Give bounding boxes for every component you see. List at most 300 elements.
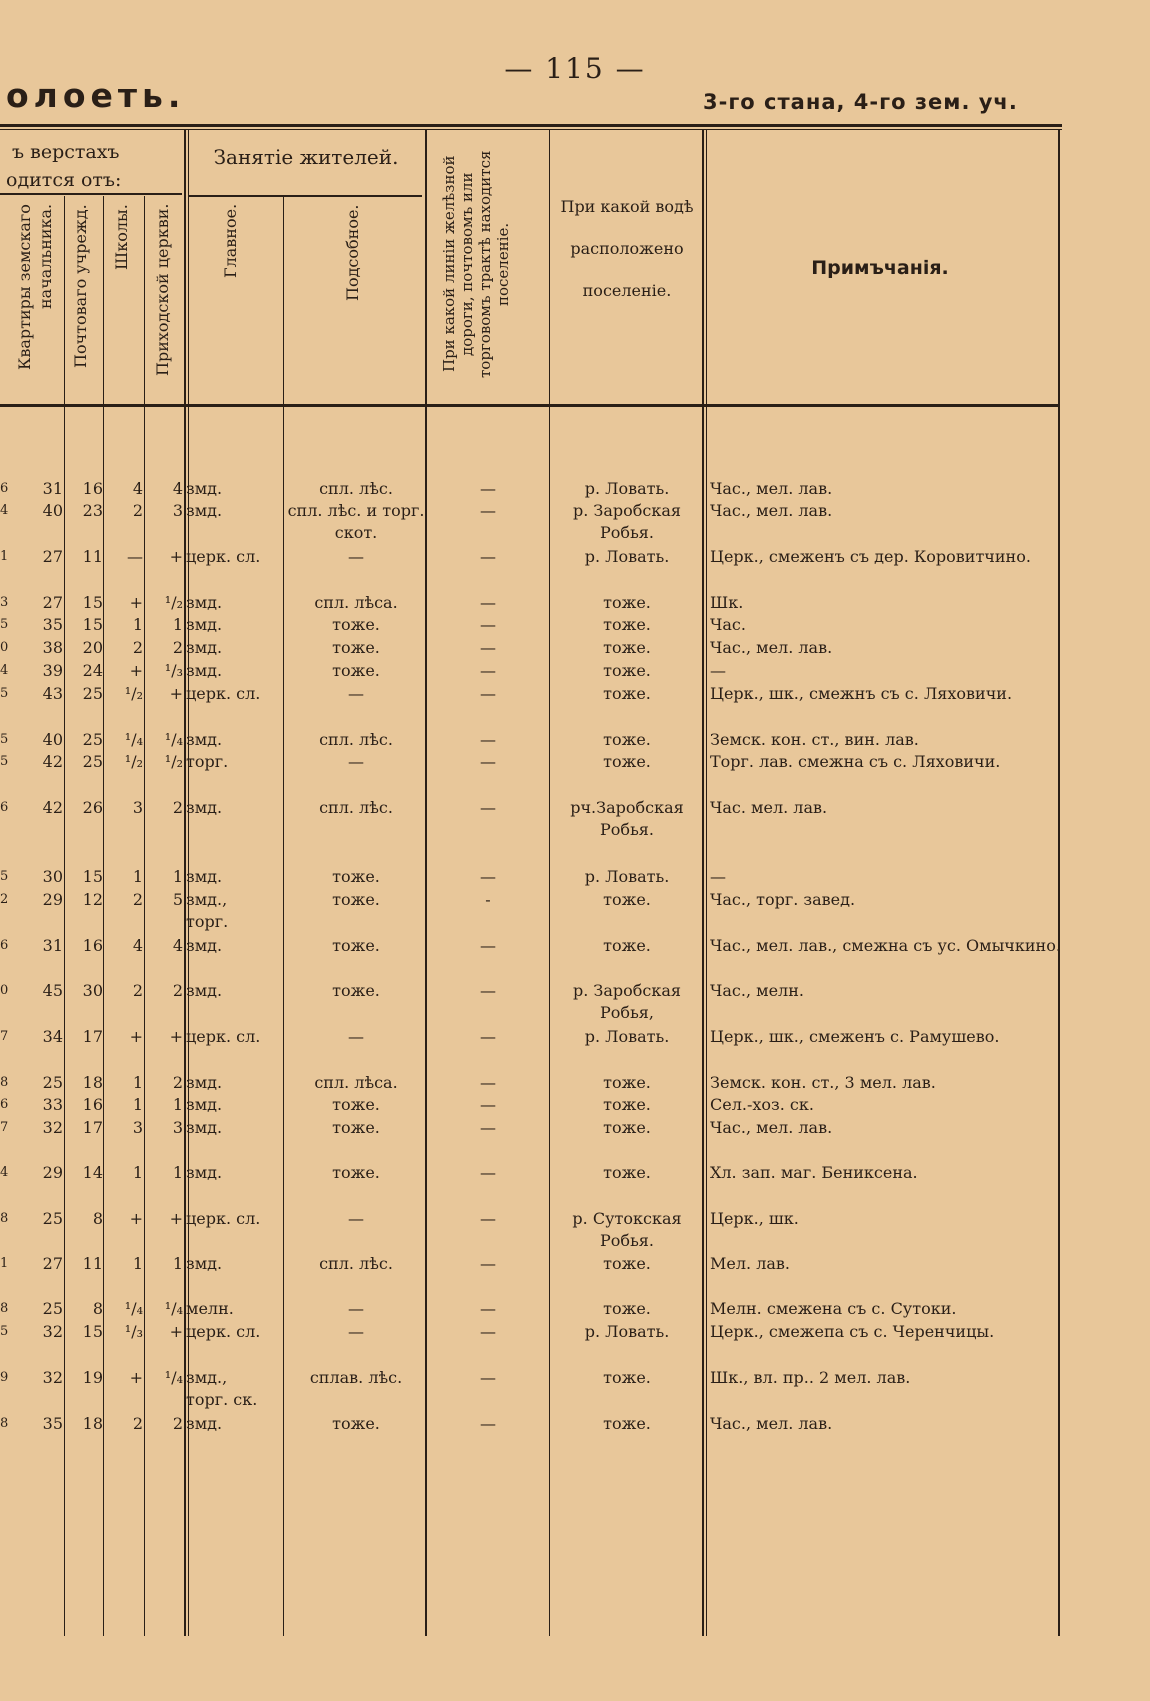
- table-row: [0, 1367, 1060, 1411]
- voda-value: тоже.: [603, 936, 651, 955]
- pochtovoe-value: 15: [82, 1322, 103, 1341]
- primechanie-value: Час., мел. лав.: [710, 1414, 833, 1433]
- cerkvi-value: 3: [172, 501, 183, 520]
- shkoly-value: 2: [132, 890, 143, 909]
- pochtovoe-value: 8: [92, 1299, 103, 1318]
- page-number: — 115 —: [504, 52, 646, 85]
- glavnoe-line: церк. сл.: [186, 1027, 261, 1046]
- liniya-value: —: [480, 1163, 496, 1182]
- shkoly-value: 3: [132, 1118, 143, 1137]
- primechanie-value: Час., мел. лав.: [710, 479, 833, 498]
- glavnoe-line: мелн.: [186, 1299, 234, 1318]
- row-edge-number: 4: [0, 503, 9, 518]
- kvartira-value: 42: [42, 798, 63, 817]
- glavnoe-line: змд.: [186, 1095, 223, 1114]
- pochtovoe-value: 14: [82, 1163, 103, 1182]
- kvartira-value: 32: [42, 1118, 63, 1137]
- volost-title: олоеть.: [6, 76, 186, 115]
- pochtovoe-value: 16: [82, 1095, 103, 1114]
- glavnoe-value: [186, 1298, 282, 1320]
- row-edge-number: 5: [0, 686, 9, 701]
- table-row: [0, 980, 1060, 1024]
- voda-value: р. Ловать.: [584, 1322, 670, 1341]
- kvartira-value: 35: [42, 1414, 63, 1433]
- shkoly-value: +: [129, 661, 143, 680]
- primechaniya-header: Примъчанія.: [811, 257, 949, 279]
- shkoly-value: 1: [132, 1254, 143, 1273]
- shkoly-value: —: [127, 547, 143, 566]
- kvartira-header: Квартиры земскаго начальника.: [15, 204, 55, 370]
- cerkvi-value: 2: [172, 638, 183, 657]
- top-rule: [0, 124, 1062, 127]
- primechanie-value: Церк., смежепа съ с. Черенчицы.: [710, 1322, 995, 1341]
- glavnoe-line: змд.: [186, 798, 223, 817]
- glavnoe-line: змд.: [186, 1073, 223, 1092]
- cerkvi-value: 2: [172, 1073, 183, 1092]
- shkoly-value: ¹/₂: [124, 684, 143, 703]
- pochtovoe-value: 26: [82, 798, 103, 817]
- pochtovoe-value: 12: [82, 890, 103, 909]
- cerkvi-value: 4: [172, 936, 183, 955]
- glavnoe-line: змд.: [186, 638, 223, 657]
- podsobnoe-value: —: [348, 547, 364, 566]
- kvartira-value: 43: [42, 684, 63, 703]
- kvartira-value: 35: [42, 615, 63, 634]
- kvartira-value: 31: [42, 936, 63, 955]
- glavnoe-line: змд.: [186, 593, 223, 612]
- glavnoe-line: змд.,: [186, 890, 228, 909]
- glavnoe-line: церк. сл.: [186, 547, 261, 566]
- voda-header: При какой водѣ расположено поселеніе.: [560, 197, 694, 300]
- glavnoe-value: [186, 1367, 282, 1411]
- versty-header: [6, 138, 121, 194]
- glavnoe-value: [186, 1208, 282, 1230]
- kvartira-value: 34: [42, 1027, 63, 1046]
- glavnoe-value: [186, 729, 282, 751]
- shkoly-value: +: [129, 1209, 143, 1228]
- cerkvi-value: ¹/₄: [164, 1368, 183, 1387]
- glavnoe-value: [186, 1072, 282, 1094]
- voda-value: тоже.: [603, 1414, 651, 1433]
- primechanie-value: Шк., вл. пр.. 2 мел. лав.: [710, 1368, 911, 1387]
- shkoly-value: +: [129, 1027, 143, 1046]
- kvartira-value: 27: [42, 593, 63, 612]
- cerkvi-value: +: [169, 1027, 183, 1046]
- shkoly-value: +: [129, 1368, 143, 1387]
- glavnoe-line: змд.: [186, 981, 223, 1000]
- shkoly-value: 3: [132, 798, 143, 817]
- liniya-value: —: [480, 1095, 496, 1114]
- shkoly-value: 1: [132, 1073, 143, 1092]
- cerkvi-value: ¹/₂: [164, 752, 183, 771]
- glavnoe-value: [186, 478, 282, 500]
- glavnoe-line: торг.: [186, 912, 229, 931]
- kvartira-value: 30: [42, 867, 63, 886]
- voda-value: тоже.: [603, 1118, 651, 1137]
- podsobnoe-value: спл. лѣс.: [319, 798, 393, 817]
- podsobnoe-value: тоже.: [332, 1118, 380, 1137]
- cerkvi-value: +: [169, 1322, 183, 1341]
- liniya-value: —: [480, 1118, 496, 1137]
- shkoly-value: 2: [132, 1414, 143, 1433]
- table-row: [0, 1413, 1060, 1457]
- kvartira-value: 25: [42, 1299, 63, 1318]
- row-edge-number: 1: [0, 1256, 9, 1271]
- liniya-value: —: [480, 1414, 496, 1433]
- kvartira-value: 29: [42, 1163, 63, 1182]
- glavnoe-value: [186, 660, 282, 682]
- liniya-value: —: [480, 501, 496, 520]
- liniya-value: —: [480, 615, 496, 634]
- cerkvi-header: Приходской церкви.: [153, 204, 172, 377]
- primechanie-value: Час., мелн.: [710, 981, 804, 1000]
- table-row: [0, 797, 1060, 841]
- pochtovoe-value: 18: [82, 1073, 103, 1092]
- podsobnoe-header: Подсобное.: [343, 204, 362, 301]
- table-row: [0, 935, 1060, 979]
- voda-value: тоже.: [603, 752, 651, 771]
- liniya-value: —: [480, 1073, 496, 1092]
- row-edge-number: 7: [0, 1120, 9, 1135]
- row-edge-number: 8: [0, 1075, 9, 1090]
- row-edge-number: 4: [0, 1165, 9, 1180]
- kvartira-value: 25: [42, 1209, 63, 1228]
- shkoly-value: ¹/₂: [124, 752, 143, 771]
- glavnoe-value: [186, 683, 282, 705]
- podsobnoe-value: тоже.: [332, 981, 380, 1000]
- shkoly-value: 1: [132, 1163, 143, 1182]
- glavnoe-line: змд.: [186, 936, 223, 955]
- glavnoe-line: змд.: [186, 1118, 223, 1137]
- pochtovoe-value: 23: [82, 501, 103, 520]
- pochtovoe-header: Почтоваго учрежд.: [71, 204, 90, 368]
- voda-value: тоже.: [603, 1073, 651, 1092]
- row-edge-number: 9: [0, 1370, 9, 1385]
- voda-value: тоже.: [603, 615, 651, 634]
- glavnoe-line: змд.,: [186, 1368, 228, 1387]
- header-bottom-rule: [0, 404, 1058, 407]
- pochtovoe-value: 15: [82, 593, 103, 612]
- kvartira-value: 40: [42, 501, 63, 520]
- cerkvi-value: 1: [172, 867, 183, 886]
- glavnoe-value: [186, 1162, 282, 1184]
- liniya-value: —: [480, 867, 496, 886]
- pochtovoe-value: 17: [82, 1027, 103, 1046]
- voda-value: р. Ловать.: [584, 867, 670, 886]
- table-row: [0, 546, 1060, 590]
- row-edge-number: 7: [0, 1029, 9, 1044]
- primechanie-value: —: [710, 867, 726, 886]
- pochtovoe-value: 17: [82, 1118, 103, 1137]
- top-rule-thin: [0, 129, 1062, 130]
- shkoly-value: 4: [132, 479, 143, 498]
- liniya-value: —: [480, 661, 496, 680]
- primechanie-value: Шк.: [710, 593, 744, 612]
- cerkvi-value: ¹/₄: [164, 730, 183, 749]
- shkoly-value: 2: [132, 638, 143, 657]
- glavnoe-value: [186, 614, 282, 636]
- pochtovoe-value: 25: [82, 684, 103, 703]
- liniya-value: —: [480, 1322, 496, 1341]
- pochtovoe-value: 11: [82, 1254, 103, 1273]
- glavnoe-header: Главное.: [221, 204, 240, 279]
- pochtovoe-value: 19: [82, 1368, 103, 1387]
- glavnoe-line: церк. сл.: [186, 1322, 261, 1341]
- primechanie-value: Церк., шк., смеженъ с. Рамушево.: [710, 1027, 1000, 1046]
- liniya-value: —: [480, 1027, 496, 1046]
- podsobnoe-value: спл. лѣса.: [314, 593, 398, 612]
- cerkvi-value: 1: [172, 615, 183, 634]
- voda-value: р. Ловать.: [584, 479, 670, 498]
- cerkvi-value: ¹/₂: [164, 593, 183, 612]
- glavnoe-value: [186, 637, 282, 659]
- glavnoe-line: змд.: [186, 615, 223, 634]
- glavnoe-value: [186, 866, 282, 888]
- glavnoe-value: [186, 1321, 282, 1343]
- pochtovoe-value: 30: [82, 981, 103, 1000]
- shkoly-value: 2: [132, 501, 143, 520]
- kvartira-value: 40: [42, 730, 63, 749]
- liniya-value: —: [480, 1299, 496, 1318]
- row-edge-number: 5: [0, 754, 9, 769]
- kvartira-value: 38: [42, 638, 63, 657]
- versty-header-line2: одится отъ:: [6, 169, 122, 191]
- liniya-value: —: [480, 981, 496, 1000]
- glavnoe-line: змд.: [186, 1414, 223, 1433]
- liniya-value: —: [480, 547, 496, 566]
- table-row: [0, 1162, 1060, 1206]
- liniya-value: —: [480, 936, 496, 955]
- kvartira-value: 33: [42, 1095, 63, 1114]
- primechanie-value: Церк., шк.: [710, 1209, 799, 1228]
- kvartira-value: 31: [42, 479, 63, 498]
- kvartira-value: 45: [42, 981, 63, 1000]
- liniya-value: —: [480, 638, 496, 657]
- liniya-value: —: [480, 1368, 496, 1387]
- voda-value: рч.Заробская Робья.: [570, 798, 684, 839]
- row-edge-number: 5: [0, 617, 9, 632]
- table-row: [0, 500, 1060, 544]
- shkoly-value: 2: [132, 981, 143, 1000]
- pochtovoe-value: 16: [82, 936, 103, 955]
- voda-value: тоже.: [603, 1368, 651, 1387]
- cerkvi-value: 3: [172, 1118, 183, 1137]
- glavnoe-line: змд.: [186, 661, 223, 680]
- podsobnoe-value: тоже.: [332, 890, 380, 909]
- table-row: [0, 1208, 1060, 1252]
- glavnoe-value: [186, 546, 282, 568]
- glavnoe-line: змд.: [186, 1163, 223, 1182]
- podsobnoe-value: тоже.: [332, 867, 380, 886]
- voda-value: тоже.: [603, 890, 651, 909]
- primechanie-value: Час. мел. лав.: [710, 798, 828, 817]
- podsobnoe-value: тоже.: [332, 638, 380, 657]
- glavnoe-value: [186, 1026, 282, 1048]
- voda-value: тоже.: [603, 1254, 651, 1273]
- kvartira-value: 27: [42, 547, 63, 566]
- glavnoe-line: змд.: [186, 1254, 223, 1273]
- shkoly-value: 4: [132, 936, 143, 955]
- table-row: [0, 751, 1060, 795]
- row-edge-number: 8: [0, 1211, 9, 1226]
- glavnoe-value: [186, 1253, 282, 1275]
- kvartira-value: 25: [42, 1073, 63, 1092]
- voda-value: тоже.: [603, 1163, 651, 1182]
- primechanie-value: Час.: [710, 615, 746, 634]
- voda-value: тоже.: [603, 638, 651, 657]
- row-edge-number: 4: [0, 663, 9, 678]
- pochtovoe-value: 16: [82, 479, 103, 498]
- row-edge-number: 5: [0, 1324, 9, 1339]
- glavnoe-line: торг.: [186, 752, 229, 771]
- podsobnoe-value: спл. лѣс.: [319, 1254, 393, 1273]
- row-edge-number: 0: [0, 983, 9, 998]
- cerkvi-value: 2: [172, 1414, 183, 1433]
- shkoly-value: +: [129, 593, 143, 612]
- podsobnoe-value: спл. лѣс.: [319, 479, 393, 498]
- row-edge-number: 5: [0, 732, 9, 747]
- glavnoe-value: [186, 889, 282, 933]
- versty-header-line1: ъ верстахъ: [12, 141, 120, 163]
- podsobnoe-value: тоже.: [332, 615, 380, 634]
- voda-value: тоже.: [603, 730, 651, 749]
- liniya-value: —: [480, 1254, 496, 1273]
- cerkvi-value: +: [169, 1209, 183, 1228]
- cerkvi-value: 2: [172, 798, 183, 817]
- table-row: [0, 683, 1060, 727]
- voda-value: р. Заробская Робья,: [572, 981, 682, 1022]
- liniya-header: При какой линіи желѣзной дороги, почтовомъ или торговомъ трактѣ находится поселеніе.: [440, 150, 512, 378]
- primechanie-value: Земск. кон. ст., 3 мел. лав.: [710, 1073, 936, 1092]
- glavnoe-line: церк. сл.: [186, 1209, 261, 1228]
- glavnoe-value: [186, 592, 282, 614]
- pochtovoe-value: 15: [82, 615, 103, 634]
- pochtovoe-value: 8: [92, 1209, 103, 1228]
- glavnoe-line: змд.: [186, 867, 223, 886]
- podsobnoe-value: спл. лѣса.: [314, 1073, 398, 1092]
- row-edge-number: 0: [0, 640, 9, 655]
- glavnoe-line: торг. ск.: [186, 1390, 258, 1409]
- voda-value: тоже.: [603, 684, 651, 703]
- primechanie-value: Торг. лав. смежна съ с. Ляховичи.: [710, 752, 1001, 771]
- pochtovoe-value: 11: [82, 547, 103, 566]
- primechanie-value: Земск. кон. ст., вин. лав.: [710, 730, 919, 749]
- glavnoe-line: змд.: [186, 479, 223, 498]
- glavnoe-value: [186, 935, 282, 957]
- primechanie-value: Мелн. смежена съ с. Сутоки.: [710, 1299, 957, 1318]
- podsobnoe-value: тоже.: [332, 1163, 380, 1182]
- kvartira-value: 32: [42, 1322, 63, 1341]
- podsobnoe-value: —: [348, 1027, 364, 1046]
- kvartira-value: 32: [42, 1368, 63, 1387]
- row-edge-number: 6: [0, 1097, 9, 1112]
- liniya-value: —: [480, 798, 496, 817]
- primechanie-value: Церк., смеженъ съ дер. Коровитчино.: [710, 547, 1031, 566]
- primechanie-value: Час., мел. лав.: [710, 638, 833, 657]
- cerkvi-value: ¹/₃: [164, 661, 183, 680]
- liniya-value: —: [480, 479, 496, 498]
- glavnoe-line: церк. сл.: [186, 684, 261, 703]
- primechanie-value: Мел. лав.: [710, 1254, 790, 1273]
- voda-value: р. Ловать.: [584, 547, 670, 566]
- shkoly-header: Школы.: [112, 204, 131, 270]
- glavnoe-line: змд.: [186, 501, 223, 520]
- table-row: [0, 1117, 1060, 1161]
- glavnoe-line: змд.: [186, 730, 223, 749]
- voda-value: тоже.: [603, 1095, 651, 1114]
- primechanie-value: Час., мел. лав., смежна съ ус. Омычкино.: [710, 936, 1061, 955]
- row-edge-number: 8: [0, 1301, 9, 1316]
- glavnoe-value: [186, 1413, 282, 1435]
- cerkvi-value: 2: [172, 981, 183, 1000]
- table-row: [0, 1253, 1060, 1297]
- shkoly-value: ¹/₃: [124, 1322, 143, 1341]
- zanyatie-subrule: [188, 195, 422, 197]
- liniya-value: —: [480, 730, 496, 749]
- voda-value: р. Заробская Робья.: [572, 501, 682, 542]
- primechanie-value: Церк., шк., смежнъ съ с. Ляховичи.: [710, 684, 1013, 703]
- kvartira-value: 27: [42, 1254, 63, 1273]
- stan-subtitle: 3-го стана, 4-го зем. уч.: [703, 90, 1018, 114]
- podsobnoe-value: сплав. лѣс.: [309, 1368, 403, 1387]
- shkoly-value: ¹/₄: [124, 1299, 143, 1318]
- pochtovoe-value: 24: [82, 661, 103, 680]
- podsobnoe-value: спл. лѣс. и торг. скот.: [287, 501, 425, 542]
- shkoly-value: 1: [132, 867, 143, 886]
- podsobnoe-value: тоже.: [332, 1414, 380, 1433]
- cerkvi-value: +: [169, 684, 183, 703]
- podsobnoe-value: —: [348, 1299, 364, 1318]
- row-edge-number: 8: [0, 1416, 9, 1431]
- table-row: [0, 1026, 1060, 1070]
- pochtovoe-value: 20: [82, 638, 103, 657]
- primechanie-value: Час., торг. завед.: [710, 890, 856, 909]
- cerkvi-value: 1: [172, 1254, 183, 1273]
- shkoly-value: ¹/₄: [124, 730, 143, 749]
- row-edge-number: 1: [0, 549, 9, 564]
- primechanie-value: Хл. зап. маг. Бениксена.: [710, 1163, 918, 1182]
- podsobnoe-value: —: [348, 1322, 364, 1341]
- row-edge-number: 6: [0, 800, 9, 815]
- row-edge-number: 2: [0, 892, 9, 907]
- liniya-value: —: [480, 684, 496, 703]
- podsobnoe-value: тоже.: [332, 1095, 380, 1114]
- podsobnoe-value: тоже.: [332, 936, 380, 955]
- primechanie-value: Час., мел. лав.: [710, 1118, 833, 1137]
- row-edge-number: 5: [0, 869, 9, 884]
- pochtovoe-value: 18: [82, 1414, 103, 1433]
- row-edge-number: 3: [0, 595, 9, 610]
- voda-value: р. Сутокская Робья.: [572, 1209, 682, 1250]
- kvartira-value: 39: [42, 661, 63, 680]
- liniya-value: -: [485, 890, 491, 909]
- cerkvi-value: 1: [172, 1095, 183, 1114]
- cerkvi-value: 4: [172, 479, 183, 498]
- row-edge-number: 6: [0, 481, 9, 496]
- primechanie-value: Час., мел. лав.: [710, 501, 833, 520]
- liniya-value: —: [480, 752, 496, 771]
- podsobnoe-value: —: [348, 684, 364, 703]
- glavnoe-value: [186, 1117, 282, 1139]
- primechanie-value: Сел.-хоз. ск.: [710, 1095, 814, 1114]
- glavnoe-value: [186, 797, 282, 819]
- primechanie-value: —: [710, 661, 726, 680]
- liniya-value: —: [480, 593, 496, 612]
- glavnoe-value: [186, 1094, 282, 1116]
- kvartira-value: 42: [42, 752, 63, 771]
- kvartira-value: 29: [42, 890, 63, 909]
- podsobnoe-value: —: [348, 1209, 364, 1228]
